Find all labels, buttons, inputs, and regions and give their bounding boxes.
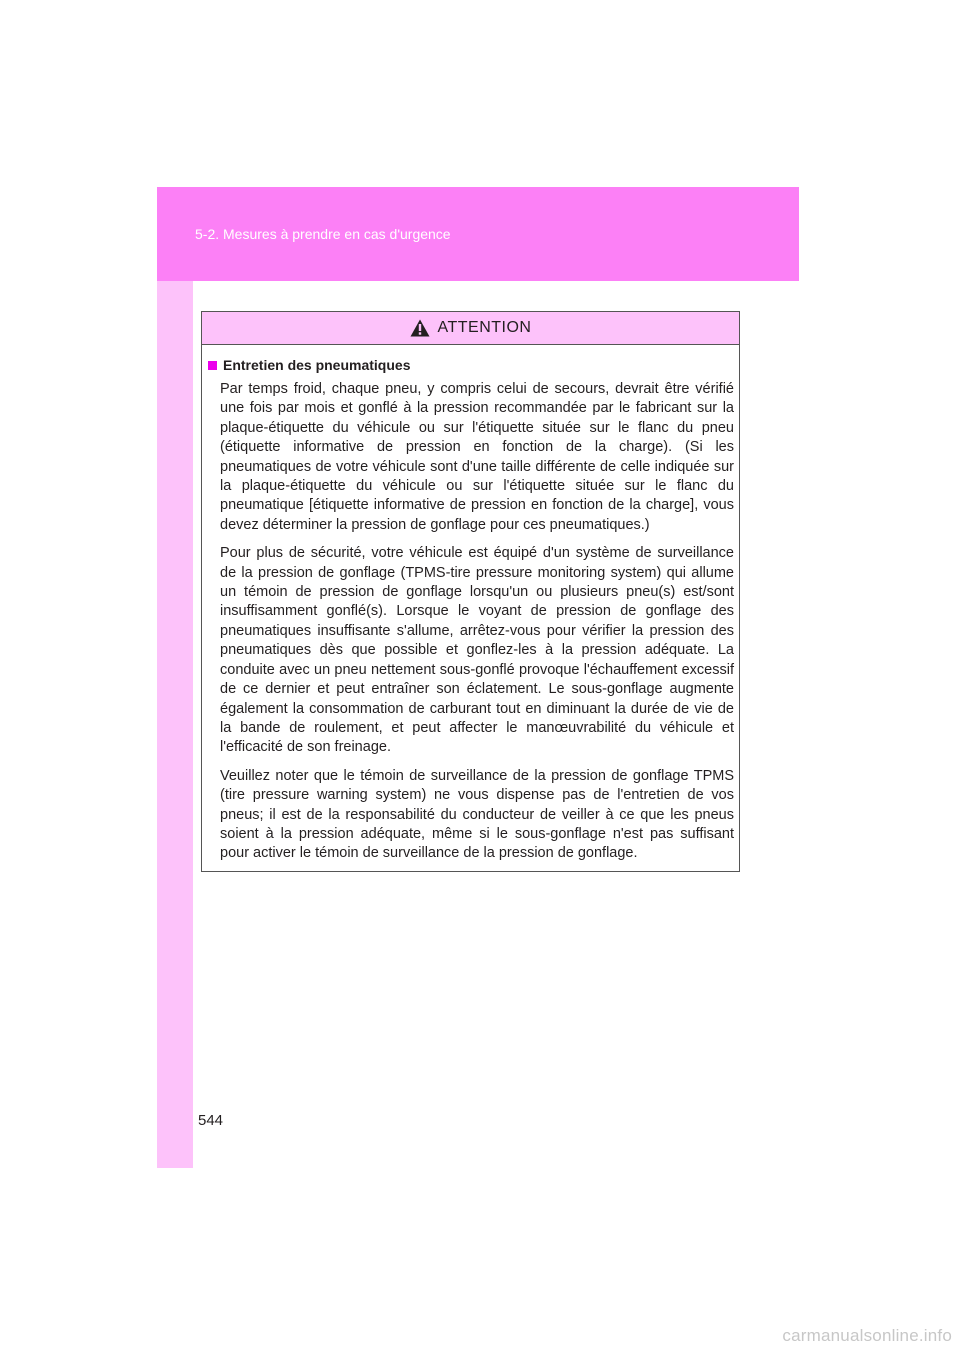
- section-title: 5-2. Mesures à prendre en cas d'urgence: [195, 226, 451, 242]
- attention-box: [201, 311, 740, 872]
- paragraph-note: Veuillez noter que le témoin de surveillance de la pression de gonflage TPMS (tire pressure warning system) ne vous dispense pas de l'entretien de vos pneus; il est de la responsabilité du conducteur de veiller à ce que les pneus soient à la pression adéquate, même si le sous-gonflage n'est pas suffisant pour activer le témoin de surveillance de la pression de gonflage.: [220, 767, 734, 862]
- paragraph-cold-weather: Par temps froid, chaque pneu, y compris celui de secours, devrait être vérifié une fois par mois et gonflé à la pression recommandée par le fabricant sur la plaque-étiquette du véhicule ou sur l'étiquette située sur le flanc du pneu (étiquette informative de pression en fonction de la charge). (Si les pneumatiques de votre véhicule sont d'une taille différente de celle indiquée sur la plaque-étiquette du véhicule ou sur l'étiquette située sur le flanc du pneumatique [étiquette informative de pression en fonction de la charge], vous devez déterminer la pression de gonflage pour ces pneumatiques.): [220, 381, 734, 533]
- page-number: 544: [198, 1112, 224, 1129]
- square-bullet-icon: [208, 361, 217, 370]
- subheading-text: Entretien des pneumatiques: [223, 357, 411, 373]
- paragraph-tpms: Pour plus de sécurité, votre véhicule est équipé d'un système de surveillance de la pression de gonflage (TPMS-tire pressure monitoring system) qui allume un témoin de pression de gonflage lorsqu'un ou plusieurs pneu(s) est/sont insuffisamment gonflé(s). Lorsque le voyant de pression de gonflage des pneumatiques insuffisante s'allume, arrêtez-vous pour vérifier la pression des pneumatiques dès que possible et gonflez-les à la pression adéquate. La conduite avec un pneu nettement sous-gonflé provoque l'échauffement excessif de ce dernier et peut entraîner son éclatement. Le sous-gonflage augmente également la consommation de carburant tout en diminuant la durée de vie de la bande de roulement, et peut affecter le manœuvrabilité du véhicule et l'efficacité de son freinage.: [220, 545, 734, 756]
- warning-triangle-icon: [410, 319, 430, 337]
- attention-body: [202, 345, 739, 864]
- attention-title: ATTENTION: [437, 319, 532, 336]
- subheading: [208, 357, 734, 373]
- attention-header: [202, 312, 739, 345]
- watermark: carmanualsonline.info: [782, 1326, 952, 1345]
- side-strip: [157, 281, 193, 1168]
